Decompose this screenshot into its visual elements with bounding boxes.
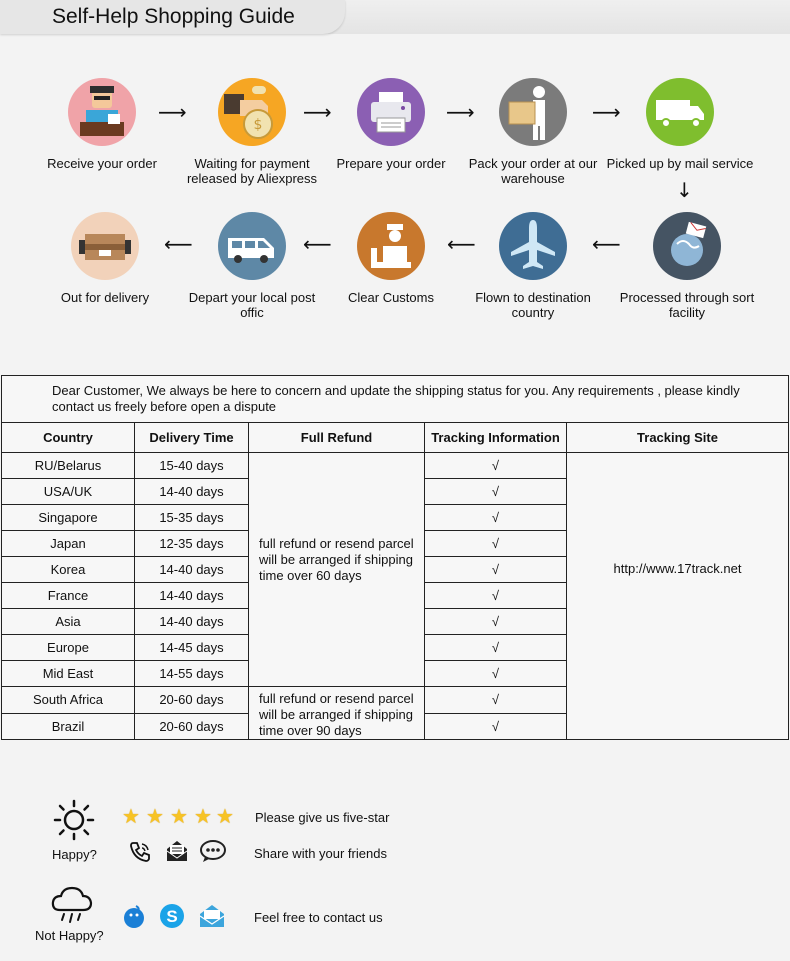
step-label: Prepare your order <box>336 156 446 171</box>
svg-text:S: S <box>166 907 178 926</box>
step-pack-order <box>458 78 608 186</box>
star-icon: ★ <box>146 804 164 828</box>
arrow-left-icon: ⟵ <box>303 232 332 256</box>
truck-icon <box>646 78 714 146</box>
table-row <box>2 453 789 479</box>
arrow-left-icon: ⟵ <box>592 232 621 256</box>
country-cell: RU/Belarus <box>2 453 135 479</box>
step-sort-facility <box>612 212 762 320</box>
country-cell: Brazil <box>2 713 135 740</box>
tracking-cell: √ <box>425 661 567 687</box>
tracking-cell: √ <box>425 557 567 583</box>
step-label: Clear Customs <box>348 290 434 305</box>
tracking-cell: √ <box>425 505 567 531</box>
time-cell: 14-40 days <box>135 609 249 635</box>
cashier-icon <box>68 78 136 146</box>
arrow-right-icon: ⟶ <box>303 100 332 124</box>
tracking-site-url: http://www.17track.net <box>613 561 742 576</box>
arrow-right-icon: ⟶ <box>158 100 187 124</box>
country-cell: USA/UK <box>2 479 135 505</box>
time-cell: 14-40 days <box>135 583 249 609</box>
arrow-left-icon: ⟵ <box>164 232 193 256</box>
step-customs <box>316 212 466 305</box>
step-out-for-delivery <box>30 212 180 305</box>
step-depart-post <box>177 212 327 320</box>
rain-cloud-icon <box>50 884 94 931</box>
not-happy-label: Not Happy? <box>35 928 104 943</box>
tracking-cell: √ <box>425 687 567 714</box>
step-label: Waiting for payment released by Aliexpress <box>186 156 318 186</box>
col-header-full-refund: Full Refund <box>249 423 425 453</box>
tracking-cell: √ <box>425 713 567 740</box>
five-star-text: Please give us five-star <box>255 810 390 825</box>
tracking-cell: √ <box>425 479 567 505</box>
skype-icon[interactable] <box>159 903 185 934</box>
refund-cell-60 <box>249 453 425 687</box>
refund-cell-90: full refund or resend parcel will be arranged if shipping time over 90 days <box>249 687 425 740</box>
step-picked-up <box>605 78 755 171</box>
country-cell: Asia <box>2 609 135 635</box>
step-label: Flown to destination country <box>475 290 591 320</box>
time-cell: 20-60 days <box>135 687 249 714</box>
shipping-table <box>1 375 789 740</box>
country-cell: Japan <box>2 531 135 557</box>
step-label: Receive your order <box>47 156 157 171</box>
col-header-tracking-info: Tracking Information <box>425 423 567 453</box>
envelope-icon[interactable] <box>165 839 189 868</box>
chat-icon[interactable] <box>199 839 227 868</box>
svg-text:$: $ <box>253 117 263 133</box>
country-cell: Europe <box>2 635 135 661</box>
arrow-right-icon: ⟶ <box>592 100 621 124</box>
time-cell: 20-60 days <box>135 713 249 740</box>
tracking-cell: √ <box>425 609 567 635</box>
time-cell: 14-40 days <box>135 557 249 583</box>
col-header-country: Country <box>2 423 135 453</box>
notice-row <box>2 376 789 423</box>
table-header-row <box>2 423 789 453</box>
star-icon: ★ <box>216 804 234 828</box>
col-header-delivery-time: Delivery Time <box>135 423 249 453</box>
payment-icon <box>218 78 286 146</box>
tracking-site-cell <box>567 453 789 740</box>
country-cell: South Africa <box>2 687 135 714</box>
airplane-icon <box>499 212 567 280</box>
tracking-cell: √ <box>425 635 567 661</box>
arrow-right-icon: ⟶ <box>446 100 475 124</box>
parcel-icon <box>71 212 139 280</box>
step-label: Pack your order at our warehouse <box>468 156 598 186</box>
step-flown <box>458 212 608 320</box>
tracking-cell: √ <box>425 453 567 479</box>
mail-icon[interactable] <box>198 903 226 934</box>
sun-icon <box>52 798 96 847</box>
printer-icon <box>357 78 425 146</box>
tracking-cell: √ <box>425 531 567 557</box>
notice-text: Dear Customer, We always be here to concern and update the shipping status for you. Any requirements , please kindly contact us freely before open a dispute <box>2 376 789 423</box>
star-icon: ★ <box>194 804 212 828</box>
packing-icon <box>499 78 567 146</box>
star-icon: ★ <box>170 804 188 828</box>
phone-icon[interactable] <box>128 840 152 869</box>
time-cell: 15-35 days <box>135 505 249 531</box>
step-label: Processed through sort facility <box>619 290 755 320</box>
step-label: Out for delivery <box>60 290 150 305</box>
time-cell: 12-35 days <box>135 531 249 557</box>
arrow-down-icon: ↓ <box>676 178 693 202</box>
country-cell: Korea <box>2 557 135 583</box>
share-text: Share with your friends <box>254 846 387 861</box>
country-cell: France <box>2 583 135 609</box>
contact-text: Feel free to contact us <box>254 910 383 925</box>
title-bar <box>0 0 790 34</box>
globe-mail-icon <box>653 212 721 280</box>
happy-label: Happy? <box>52 847 97 862</box>
time-cell: 15-40 days <box>135 453 249 479</box>
step-label: Picked up by mail service <box>606 156 754 171</box>
country-cell: Singapore <box>2 505 135 531</box>
col-header-tracking-site: Tracking Site <box>567 423 789 453</box>
step-label: Depart your local post offic <box>188 290 316 320</box>
time-cell: 14-45 days <box>135 635 249 661</box>
refund-text-60: full refund or resend parcel will be arranged if shipping time over 60 days <box>259 535 414 583</box>
tracking-cell: √ <box>425 583 567 609</box>
qq-icon[interactable] <box>122 904 146 935</box>
customs-officer-icon <box>357 212 425 280</box>
time-cell: 14-40 days <box>135 479 249 505</box>
arrow-left-icon: ⟵ <box>447 232 476 256</box>
time-cell: 14-55 days <box>135 661 249 687</box>
country-cell: Mid East <box>2 661 135 687</box>
van-icon <box>218 212 286 280</box>
star-icon: ★ <box>122 804 140 828</box>
page-title: Self-Help Shopping Guide <box>52 5 295 28</box>
step-prepare-order <box>316 78 466 171</box>
step-waiting-payment <box>177 78 327 186</box>
step-receive-order <box>27 78 177 171</box>
